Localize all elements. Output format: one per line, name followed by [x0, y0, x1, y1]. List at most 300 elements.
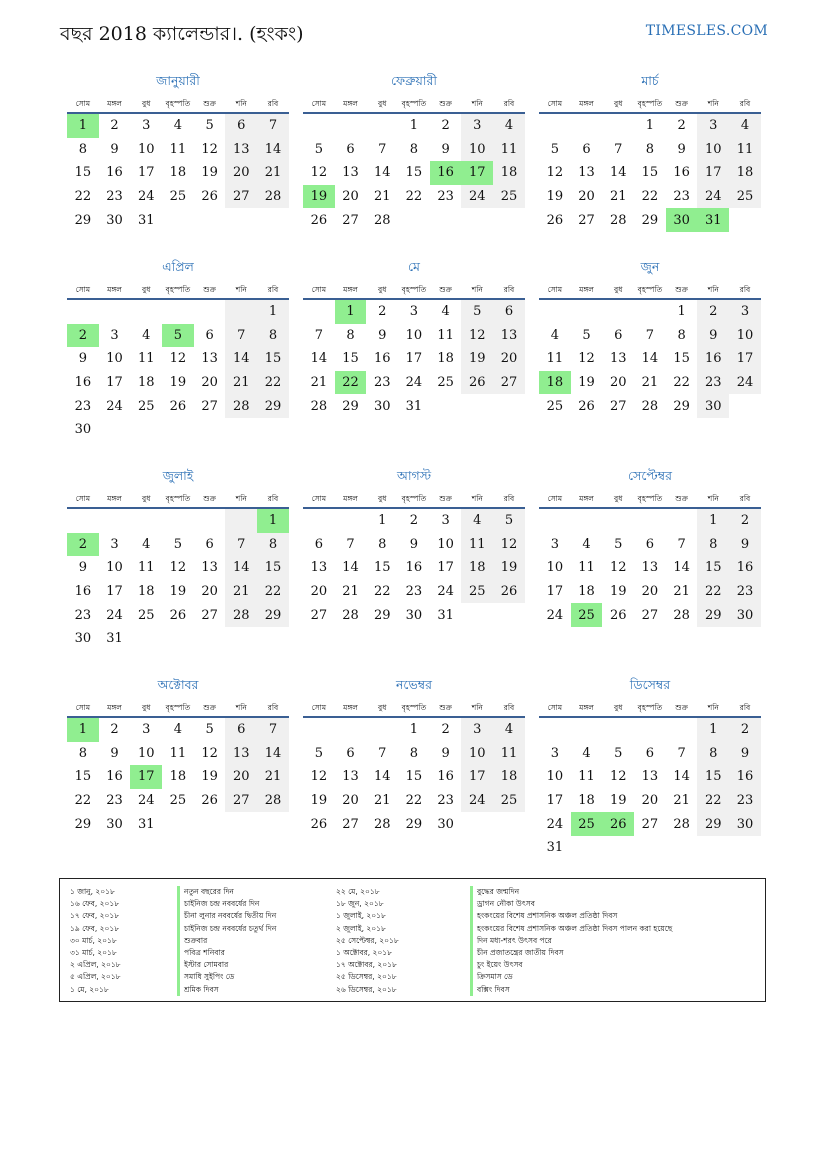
day-cell[interactable]: 11	[493, 138, 525, 162]
day-cell[interactable]: 4	[729, 114, 761, 138]
day-cell[interactable]: 24	[437, 584, 454, 600]
day-cell[interactable]: 12	[169, 351, 187, 367]
day-cell[interactable]: 12	[169, 560, 187, 576]
day-cell[interactable]: 2	[409, 513, 419, 529]
day-cell[interactable]: 19	[609, 793, 627, 809]
day-cell[interactable]: 29	[673, 398, 690, 414]
day-cell[interactable]: 31	[137, 816, 155, 832]
day-cell[interactable]: 24	[137, 189, 155, 205]
day-cell[interactable]: 2	[677, 118, 686, 134]
day-cell[interactable]: 17	[461, 161, 493, 185]
day-cell[interactable]: 2	[67, 533, 99, 557]
day-cell[interactable]: 22	[373, 584, 391, 600]
day-cell[interactable]: 13	[342, 769, 359, 785]
day-cell[interactable]: 28	[257, 789, 289, 813]
day-cell[interactable]: 18	[539, 371, 571, 395]
day-cell[interactable]: 28	[609, 212, 627, 228]
day-cell[interactable]: 10	[405, 327, 423, 343]
day-cell[interactable]: 12	[546, 165, 564, 181]
day-cell[interactable]: 12	[609, 560, 627, 576]
day-cell[interactable]: 18	[493, 765, 525, 789]
day-cell[interactable]: 26	[493, 580, 525, 604]
day-cell[interactable]: 9	[697, 324, 729, 348]
day-cell[interactable]: 17	[697, 161, 729, 185]
day-cell[interactable]: 9	[677, 141, 686, 157]
day-cell[interactable]: 9	[110, 141, 119, 157]
day-cell[interactable]: 6	[493, 300, 525, 324]
day-cell[interactable]: 5	[493, 509, 525, 533]
day-cell[interactable]: 17	[546, 793, 564, 809]
day-cell[interactable]: 12	[310, 165, 328, 181]
day-cell[interactable]: 22	[697, 789, 729, 813]
day-cell[interactable]: 30	[729, 812, 761, 836]
day-cell[interactable]: 2	[697, 300, 729, 324]
day-cell[interactable]: 26	[310, 212, 328, 228]
day-cell[interactable]: 24	[461, 185, 493, 209]
day-cell[interactable]: 28	[310, 398, 328, 414]
day-cell[interactable]: 1	[67, 114, 99, 138]
day-cell[interactable]: 18	[493, 161, 525, 185]
day-cell[interactable]: 13	[225, 138, 257, 162]
day-cell[interactable]: 5	[550, 141, 559, 157]
day-cell[interactable]: 9	[441, 745, 450, 761]
day-cell[interactable]: 25	[493, 789, 525, 813]
day-cell[interactable]: 1	[409, 722, 419, 738]
day-cell[interactable]: 26	[310, 816, 328, 832]
day-cell[interactable]: 7	[346, 536, 355, 552]
day-cell[interactable]: 5	[173, 536, 183, 552]
day-cell[interactable]: 15	[405, 165, 423, 181]
day-cell[interactable]: 4	[493, 114, 525, 138]
day-cell[interactable]: 9	[78, 351, 87, 367]
day-cell[interactable]: 4	[461, 509, 493, 533]
day-cell[interactable]: 21	[673, 584, 690, 600]
day-cell[interactable]: 21	[641, 375, 659, 391]
day-cell[interactable]: 6	[614, 327, 623, 343]
day-cell[interactable]: 8	[409, 745, 419, 761]
day-cell[interactable]: 20	[225, 765, 257, 789]
day-cell[interactable]: 6	[225, 718, 257, 742]
day-cell[interactable]: 19	[303, 185, 335, 209]
day-cell[interactable]: 13	[609, 351, 627, 367]
day-cell[interactable]: 27	[609, 398, 627, 414]
day-cell[interactable]: 3	[729, 300, 761, 324]
day-cell[interactable]: 16	[74, 375, 92, 391]
day-cell[interactable]: 19	[169, 375, 187, 391]
day-cell[interactable]: 29	[257, 394, 289, 418]
day-cell[interactable]: 19	[609, 584, 627, 600]
day-cell[interactable]: 5	[205, 118, 214, 134]
day-cell[interactable]: 30	[729, 603, 761, 627]
day-cell[interactable]: 8	[346, 327, 355, 343]
day-cell[interactable]: 27	[641, 607, 659, 623]
day-cell[interactable]: 22	[697, 580, 729, 604]
day-cell[interactable]: 11	[578, 769, 595, 785]
day-cell[interactable]: 18	[169, 769, 187, 785]
day-cell[interactable]: 13	[310, 560, 328, 576]
day-cell[interactable]: 27	[225, 789, 257, 813]
day-cell[interactable]: 27	[578, 212, 595, 228]
day-cell[interactable]: 16	[74, 584, 92, 600]
day-cell[interactable]: 23	[437, 189, 454, 205]
day-cell[interactable]: 29	[373, 607, 391, 623]
day-cell[interactable]: 1	[697, 509, 729, 533]
day-cell[interactable]: 20	[201, 375, 218, 391]
day-cell[interactable]: 17	[106, 375, 123, 391]
day-cell[interactable]: 26	[169, 607, 187, 623]
day-cell[interactable]: 18	[578, 793, 595, 809]
day-cell[interactable]: 14	[342, 560, 359, 576]
day-cell[interactable]: 18	[729, 161, 761, 185]
day-cell[interactable]: 3	[409, 304, 419, 320]
day-cell[interactable]: 14	[225, 556, 257, 580]
day-cell[interactable]: 15	[342, 351, 359, 367]
day-cell[interactable]: 23	[437, 793, 454, 809]
day-cell[interactable]: 31	[137, 212, 155, 228]
day-cell[interactable]: 11	[546, 351, 564, 367]
day-cell[interactable]: 25	[137, 607, 155, 623]
day-cell[interactable]: 11	[729, 138, 761, 162]
day-cell[interactable]: 18	[137, 375, 155, 391]
day-cell[interactable]: 15	[641, 165, 659, 181]
day-cell[interactable]: 9	[729, 742, 761, 766]
day-cell[interactable]: 1	[697, 718, 729, 742]
day-cell[interactable]: 12	[609, 769, 627, 785]
day-cell[interactable]: 28	[225, 603, 257, 627]
day-cell[interactable]: 4	[550, 327, 559, 343]
day-cell[interactable]: 22	[257, 580, 289, 604]
day-cell[interactable]: 17	[546, 584, 564, 600]
day-cell[interactable]: 28	[342, 607, 359, 623]
day-cell[interactable]: 3	[461, 718, 493, 742]
day-cell[interactable]: 25	[571, 603, 603, 627]
day-cell[interactable]: 4	[142, 327, 151, 343]
day-cell[interactable]: 3	[697, 114, 729, 138]
day-cell[interactable]: 3	[461, 114, 493, 138]
day-cell[interactable]: 25	[546, 398, 564, 414]
day-cell[interactable]: 15	[373, 560, 391, 576]
day-cell[interactable]: 10	[437, 536, 454, 552]
day-cell[interactable]: 15	[697, 556, 729, 580]
day-cell[interactable]: 17	[405, 351, 423, 367]
day-cell[interactable]: 1	[257, 300, 289, 324]
day-cell[interactable]: 18	[461, 556, 493, 580]
day-cell[interactable]: 19	[310, 793, 328, 809]
day-cell[interactable]: 26	[201, 189, 218, 205]
day-cell[interactable]: 8	[257, 533, 289, 557]
day-cell[interactable]: 11	[137, 351, 155, 367]
day-cell[interactable]: 28	[225, 394, 257, 418]
day-cell[interactable]: 28	[373, 212, 391, 228]
day-cell[interactable]: 12	[461, 324, 493, 348]
day-cell[interactable]: 8	[697, 742, 729, 766]
day-cell[interactable]: 26	[578, 398, 595, 414]
day-cell[interactable]: 2	[110, 722, 119, 738]
day-cell[interactable]: 1	[677, 304, 686, 320]
day-cell[interactable]: 10	[137, 745, 155, 761]
day-cell[interactable]: 19	[546, 189, 564, 205]
day-cell[interactable]: 10	[461, 138, 493, 162]
day-cell[interactable]: 19	[201, 165, 218, 181]
day-cell[interactable]: 27	[310, 607, 328, 623]
day-cell[interactable]: 1	[335, 300, 367, 324]
day-cell[interactable]: 17	[729, 347, 761, 371]
day-cell[interactable]: 26	[546, 212, 564, 228]
day-cell[interactable]: 29	[257, 603, 289, 627]
day-cell[interactable]: 23	[729, 580, 761, 604]
day-cell[interactable]: 3	[142, 722, 151, 738]
day-cell[interactable]: 13	[201, 560, 218, 576]
day-cell[interactable]: 16	[673, 165, 690, 181]
day-cell[interactable]: 2	[67, 324, 99, 348]
day-cell[interactable]: 8	[409, 141, 419, 157]
day-cell[interactable]: 24	[697, 185, 729, 209]
day-cell[interactable]: 29	[641, 212, 659, 228]
day-cell[interactable]: 26	[461, 371, 493, 395]
day-cell[interactable]: 4	[441, 304, 450, 320]
day-cell[interactable]: 17	[106, 584, 123, 600]
day-cell[interactable]: 30	[405, 607, 423, 623]
day-cell[interactable]: 1	[409, 118, 419, 134]
day-cell[interactable]: 21	[225, 580, 257, 604]
day-cell[interactable]: 14	[373, 769, 391, 785]
day-cell[interactable]: 22	[257, 371, 289, 395]
day-cell[interactable]: 24	[405, 375, 423, 391]
day-cell[interactable]: 21	[225, 371, 257, 395]
day-cell[interactable]: 13	[641, 560, 659, 576]
day-cell[interactable]: 8	[697, 533, 729, 557]
day-cell[interactable]: 12	[310, 769, 328, 785]
day-cell[interactable]: 5	[314, 141, 323, 157]
day-cell[interactable]: 24	[729, 371, 761, 395]
day-cell[interactable]: 16	[106, 769, 123, 785]
day-cell[interactable]: 19	[201, 769, 218, 785]
day-cell[interactable]: 24	[546, 816, 564, 832]
day-cell[interactable]: 20	[310, 584, 328, 600]
day-cell[interactable]: 25	[137, 398, 155, 414]
day-cell[interactable]: 29	[697, 812, 729, 836]
day-cell[interactable]: 20	[342, 189, 359, 205]
day-cell[interactable]: 16	[697, 347, 729, 371]
day-cell[interactable]: 31	[405, 398, 423, 414]
day-cell[interactable]: 11	[578, 560, 595, 576]
day-cell[interactable]: 13	[225, 742, 257, 766]
day-cell[interactable]: 16	[430, 161, 462, 185]
day-cell[interactable]: 21	[257, 765, 289, 789]
day-cell[interactable]: 27	[201, 398, 218, 414]
day-cell[interactable]: 11	[437, 327, 454, 343]
day-cell[interactable]: 30	[666, 208, 698, 232]
day-cell[interactable]: 8	[677, 327, 686, 343]
day-cell[interactable]: 11	[169, 141, 187, 157]
day-cell[interactable]: 26	[201, 793, 218, 809]
day-cell[interactable]: 26	[602, 812, 634, 836]
day-cell[interactable]: 2	[729, 509, 761, 533]
day-cell[interactable]: 3	[550, 536, 559, 552]
day-cell[interactable]: 5	[614, 745, 623, 761]
day-cell[interactable]: 8	[378, 536, 387, 552]
day-cell[interactable]: 17	[130, 765, 162, 789]
day-cell[interactable]: 25	[169, 793, 187, 809]
day-cell[interactable]: 7	[225, 324, 257, 348]
day-cell[interactable]: 20	[201, 584, 218, 600]
day-cell[interactable]: 15	[405, 769, 423, 785]
day-cell[interactable]: 24	[106, 398, 123, 414]
day-cell[interactable]: 14	[257, 742, 289, 766]
day-cell[interactable]: 15	[673, 351, 690, 367]
day-cell[interactable]: 18	[169, 165, 187, 181]
day-cell[interactable]: 18	[437, 351, 454, 367]
day-cell[interactable]: 17	[137, 165, 155, 181]
day-cell[interactable]: 2	[378, 304, 387, 320]
day-cell[interactable]: 22	[74, 189, 92, 205]
day-cell[interactable]: 13	[641, 769, 659, 785]
day-cell[interactable]: 8	[257, 324, 289, 348]
day-cell[interactable]: 10	[546, 769, 564, 785]
day-cell[interactable]: 14	[641, 351, 659, 367]
site-link[interactable]: TIMESLES.COM	[645, 23, 768, 39]
day-cell[interactable]: 23	[697, 371, 729, 395]
day-cell[interactable]: 29	[697, 603, 729, 627]
day-cell[interactable]: 13	[201, 351, 218, 367]
day-cell[interactable]: 6	[346, 745, 355, 761]
day-cell[interactable]: 20	[641, 793, 659, 809]
day-cell[interactable]: 27	[493, 371, 525, 395]
day-cell[interactable]: 23	[106, 793, 123, 809]
day-cell[interactable]: 10	[697, 138, 729, 162]
day-cell[interactable]: 17	[461, 765, 493, 789]
day-cell[interactable]: 14	[673, 560, 690, 576]
day-cell[interactable]: 6	[205, 327, 214, 343]
day-cell[interactable]: 15	[74, 769, 92, 785]
day-cell[interactable]: 27	[342, 212, 359, 228]
day-cell[interactable]: 19	[169, 584, 187, 600]
day-cell[interactable]: 30	[106, 212, 123, 228]
day-cell[interactable]: 9	[441, 141, 450, 157]
day-cell[interactable]: 1	[257, 509, 289, 533]
day-cell[interactable]: 24	[546, 607, 564, 623]
day-cell[interactable]: 15	[257, 556, 289, 580]
day-cell[interactable]: 30	[373, 398, 391, 414]
day-cell[interactable]: 23	[74, 607, 92, 623]
day-cell[interactable]: 5	[314, 745, 323, 761]
day-cell[interactable]: 18	[137, 584, 155, 600]
day-cell[interactable]: 3	[110, 327, 119, 343]
day-cell[interactable]: 8	[78, 745, 87, 761]
day-cell[interactable]: 2	[441, 722, 450, 738]
day-cell[interactable]: 5	[162, 324, 194, 348]
day-cell[interactable]: 14	[225, 347, 257, 371]
day-cell[interactable]: 23	[405, 584, 423, 600]
day-cell[interactable]: 9	[78, 560, 87, 576]
day-cell[interactable]: 2	[110, 118, 119, 134]
day-cell[interactable]: 1	[67, 718, 99, 742]
day-cell[interactable]: 21	[342, 584, 359, 600]
day-cell[interactable]: 21	[609, 189, 627, 205]
day-cell[interactable]: 7	[677, 536, 686, 552]
day-cell[interactable]: 11	[493, 742, 525, 766]
day-cell[interactable]: 10	[729, 324, 761, 348]
day-cell[interactable]: 21	[673, 793, 690, 809]
day-cell[interactable]: 28	[257, 185, 289, 209]
day-cell[interactable]: 25	[461, 580, 493, 604]
day-cell[interactable]: 4	[582, 745, 591, 761]
day-cell[interactable]: 9	[409, 536, 419, 552]
day-cell[interactable]: 10	[106, 351, 123, 367]
day-cell[interactable]: 22	[673, 375, 690, 391]
day-cell[interactable]: 22	[405, 189, 423, 205]
day-cell[interactable]: 9	[729, 533, 761, 557]
day-cell[interactable]: 24	[137, 793, 155, 809]
day-cell[interactable]: 28	[673, 607, 690, 623]
day-cell[interactable]: 14	[310, 351, 328, 367]
day-cell[interactable]: 30	[74, 631, 92, 647]
day-cell[interactable]: 10	[546, 560, 564, 576]
day-cell[interactable]: 13	[493, 324, 525, 348]
day-cell[interactable]: 16	[106, 165, 123, 181]
day-cell[interactable]: 27	[225, 185, 257, 209]
day-cell[interactable]: 7	[614, 141, 623, 157]
day-cell[interactable]: 9	[110, 745, 119, 761]
day-cell[interactable]: 18	[578, 584, 595, 600]
day-cell[interactable]: 21	[373, 793, 391, 809]
day-cell[interactable]: 16	[437, 769, 454, 785]
day-cell[interactable]: 10	[137, 141, 155, 157]
day-cell[interactable]: 8	[645, 141, 655, 157]
day-cell[interactable]: 23	[729, 789, 761, 813]
day-cell[interactable]: 14	[373, 165, 391, 181]
day-cell[interactable]: 4	[582, 536, 591, 552]
day-cell[interactable]: 5	[614, 536, 623, 552]
day-cell[interactable]: 11	[461, 533, 493, 557]
day-cell[interactable]: 16	[729, 556, 761, 580]
day-cell[interactable]: 23	[373, 375, 391, 391]
day-cell[interactable]: 30	[74, 422, 92, 438]
day-cell[interactable]: 20	[641, 584, 659, 600]
day-cell[interactable]: 5	[582, 327, 591, 343]
day-cell[interactable]: 8	[78, 141, 87, 157]
day-cell[interactable]: 19	[493, 556, 525, 580]
day-cell[interactable]: 7	[677, 745, 686, 761]
day-cell[interactable]: 7	[314, 327, 323, 343]
day-cell[interactable]: 30	[437, 816, 454, 832]
day-cell[interactable]: 15	[697, 765, 729, 789]
day-cell[interactable]: 7	[257, 718, 289, 742]
day-cell[interactable]: 29	[342, 398, 359, 414]
day-cell[interactable]: 28	[673, 816, 690, 832]
day-cell[interactable]: 21	[310, 375, 328, 391]
day-cell[interactable]: 25	[169, 189, 187, 205]
day-cell[interactable]: 4	[173, 722, 183, 738]
day-cell[interactable]: 3	[441, 513, 450, 529]
day-cell[interactable]: 2	[441, 118, 450, 134]
day-cell[interactable]: 10	[461, 742, 493, 766]
day-cell[interactable]: 29	[405, 816, 423, 832]
day-cell[interactable]: 25	[437, 375, 454, 391]
day-cell[interactable]: 31	[106, 631, 123, 647]
day-cell[interactable]: 13	[342, 165, 359, 181]
day-cell[interactable]: 30	[106, 816, 123, 832]
day-cell[interactable]: 10	[106, 560, 123, 576]
day-cell[interactable]: 9	[378, 327, 387, 343]
day-cell[interactable]: 14	[257, 138, 289, 162]
day-cell[interactable]: 5	[205, 722, 214, 738]
day-cell[interactable]: 16	[405, 560, 423, 576]
day-cell[interactable]: 7	[225, 533, 257, 557]
day-cell[interactable]: 1	[645, 118, 655, 134]
day-cell[interactable]: 4	[493, 718, 525, 742]
day-cell[interactable]: 15	[257, 347, 289, 371]
